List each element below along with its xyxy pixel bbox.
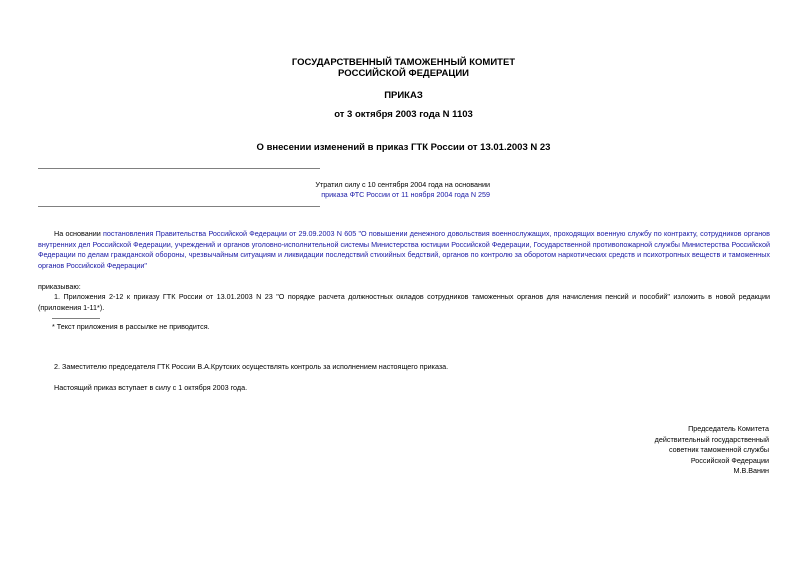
divider-top — [38, 168, 320, 169]
item-2: 2. Заместителю председателя ГТК России В.А.Крутских осуществлять контроль за исполнением настоящего приказа. — [54, 362, 449, 371]
effective-date: Настоящий приказ вступает в силу с 1 октября 2003 года. — [54, 383, 248, 392]
footnote: * Текст приложения в рассылке не приводится. — [52, 322, 210, 331]
divider-bottom — [38, 206, 320, 207]
status-note-link[interactable]: приказа ФТС России от 11 ноября 2004 года N 259 — [321, 190, 490, 199]
status-note-text: Утратил силу с 10 сентября 2004 года на основании — [315, 180, 490, 189]
basis-paragraph — [38, 229, 770, 271]
order-word: приказываю: — [38, 282, 81, 291]
org-name-line1: ГОСУДАРСТВЕННЫЙ ТАМОЖЕННЫЙ КОМИТЕТ — [291, 57, 516, 68]
signature-line-4: Российской Федерации — [690, 455, 769, 465]
basis-link[interactable]: постановления Правительства Российской Федерации от 29.09.2003 N 605 "О повышении денежного довольствия военнослужащих, проходящих военную службу по контракту, сотрудников органов внутренних дел Российской Федерации, учреждений и органов уголовно-исполнительной системы Министерства юстиции Российской Федерации, Государственной противопожарной службы Министерства Российской Федерации по делам гражданской обороны, чрезвычайным ситуациям и ликвидации последствий стихийных бедствий, органов по контролю за оборотом наркотических средств и психотропных веществ и таможенных органов Российской Федерации" — [38, 229, 770, 270]
signature-line-1: Председатель Комитета — [688, 424, 769, 433]
signature-line-3: советник таможенной службы — [668, 445, 769, 454]
doc-title: О внесении изменений в приказ ГТК России от 13.01.2003 N 23 — [256, 142, 551, 153]
signature-block — [569, 424, 769, 477]
doc-type: ПРИКАЗ — [384, 90, 423, 101]
signature-name: М.В.Ванин — [733, 466, 769, 475]
doc-date: от 3 октября 2003 года N 1103 — [334, 109, 473, 120]
signature-line-2: действительный государственный — [654, 434, 769, 444]
footnote-divider — [52, 318, 100, 319]
basis-prefix: На основании — [54, 229, 104, 238]
org-name-line2: РОССИЙСКОЙ ФЕДЕРАЦИИ — [337, 68, 469, 79]
item-1: 1. Приложения 2-12 к приказу ГТК России от 13.01.2003 N 23 "О порядке расчета должностных окладов сотрудников таможенных органов для начисления пенсий и пособий" изложить в новой редакции (приложения 1-11*). — [38, 292, 770, 312]
